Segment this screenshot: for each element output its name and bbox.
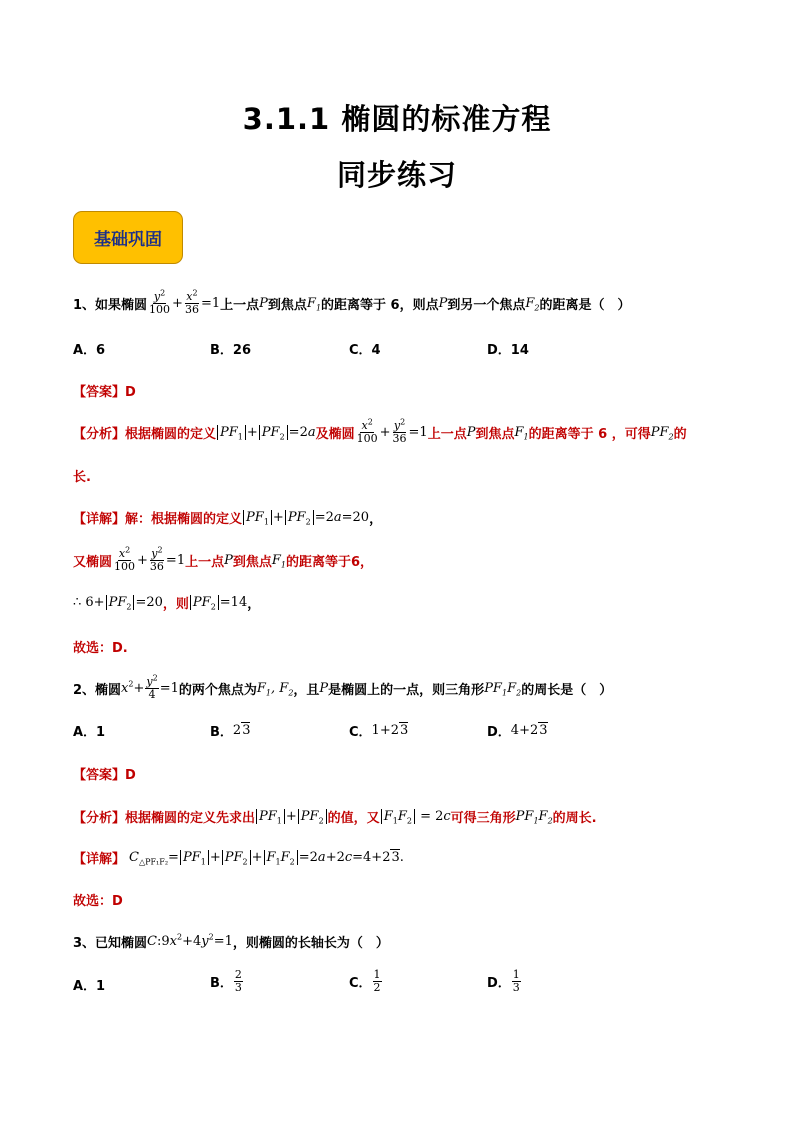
- analysis-1-end: 长.: [73, 470, 91, 485]
- fraction: $\frac{y^2}{100}$: [149, 288, 171, 316]
- analysis-2: 【分析】根据椭圆的定义先求出 $PF_1 + PF_2$ 的值，又 $F_1F_2 = 2c$ 可得三角形 $PF_1F_2$ 的周长.: [73, 809, 597, 826]
- page-subtitle: 同步练习: [336, 158, 457, 192]
- option-d: D． $\frac{1}{3}$: [487, 968, 520, 994]
- fraction: $\frac{x^2}{36}$: [184, 288, 199, 316]
- answer-1: 【答案】D: [73, 385, 136, 400]
- detail-1-line2: 又椭圆 $\frac{x^2}{100}$ + $\frac{y^2}{36}$ =1 上一点 P 到焦点 $F_1$ 的距离等于6，: [73, 545, 374, 573]
- question-1-number: 1、如果椭圆: [73, 298, 148, 313]
- question-3: 3、已知椭圆 $C:9x^2+4y^2=1$ ，则椭圆的长轴长为（ ）: [73, 932, 389, 951]
- detail-1: 【详解】 解：根据椭圆的定义 $PF_1 + PF_2 =2a=20$ ，: [73, 510, 383, 527]
- option-c: C． $\frac{1}{2}$: [349, 968, 381, 994]
- option-b: B．26: [210, 343, 251, 358]
- option-a: A．1: [73, 979, 106, 994]
- option-b: B． $\frac{2}{3}$: [210, 968, 242, 994]
- option-a: A．6: [73, 343, 106, 358]
- option-b: B． 23: [210, 723, 251, 740]
- detail-1-line3: ∴ $6+ PF_2 =20$ ，则 $PF_2 =14$ ，: [73, 595, 261, 612]
- detail-2: 【详解】 $C_{\triangle PF_1F_2}= PF_1 + PF_2 + F_1F_2 =2a+2c=4+23$.: [73, 850, 404, 867]
- section-badge: 基础巩固: [73, 211, 183, 264]
- page-title: 3.1.1 椭圆的标准方程: [242, 102, 552, 136]
- option-d: D． 4+23: [487, 723, 548, 740]
- answer-2: 【答案】D: [73, 768, 136, 783]
- choose-1: 故选：D.: [73, 641, 128, 656]
- question-3-number: 3、已知椭圆: [73, 936, 148, 951]
- option-c: C． 1+23: [349, 723, 409, 740]
- question-2: 2、椭圆 $x^2+$ $\frac{y^2}{4}$ =1 的两个焦点为 $F_1$, $F_2$ ，且 P 是椭圆上的一点，则三角形 $PF_1F_2$ 的周长是（ ）: [73, 673, 613, 701]
- option-a: A．1: [73, 725, 106, 740]
- option-c: C．4: [349, 343, 381, 358]
- question-2-number: 2、椭圆: [73, 683, 122, 698]
- question-1: 1、如果椭圆 $\frac{y^2}{100}$ + $\frac{x^2}{36}$ =1 上一点 P 到焦点 $F_1$ 的距离等于 6，则点 P 到另一个焦点 $F_2$ 的距离是（ ）: [73, 288, 631, 316]
- choose-2: 故选：D: [73, 894, 123, 909]
- option-d: D．14: [487, 343, 529, 358]
- analysis-1: 【分析】根据椭圆的定义 $PF_1 + PF_2 =2a$ 及椭圆 $\frac{x^2}{100}$ + $\frac{y^2}{36}$ =1 上一点 P 到焦点 $F_1$ 的距离等于 6 ，可得 $PF_2$ 的: [73, 417, 687, 445]
